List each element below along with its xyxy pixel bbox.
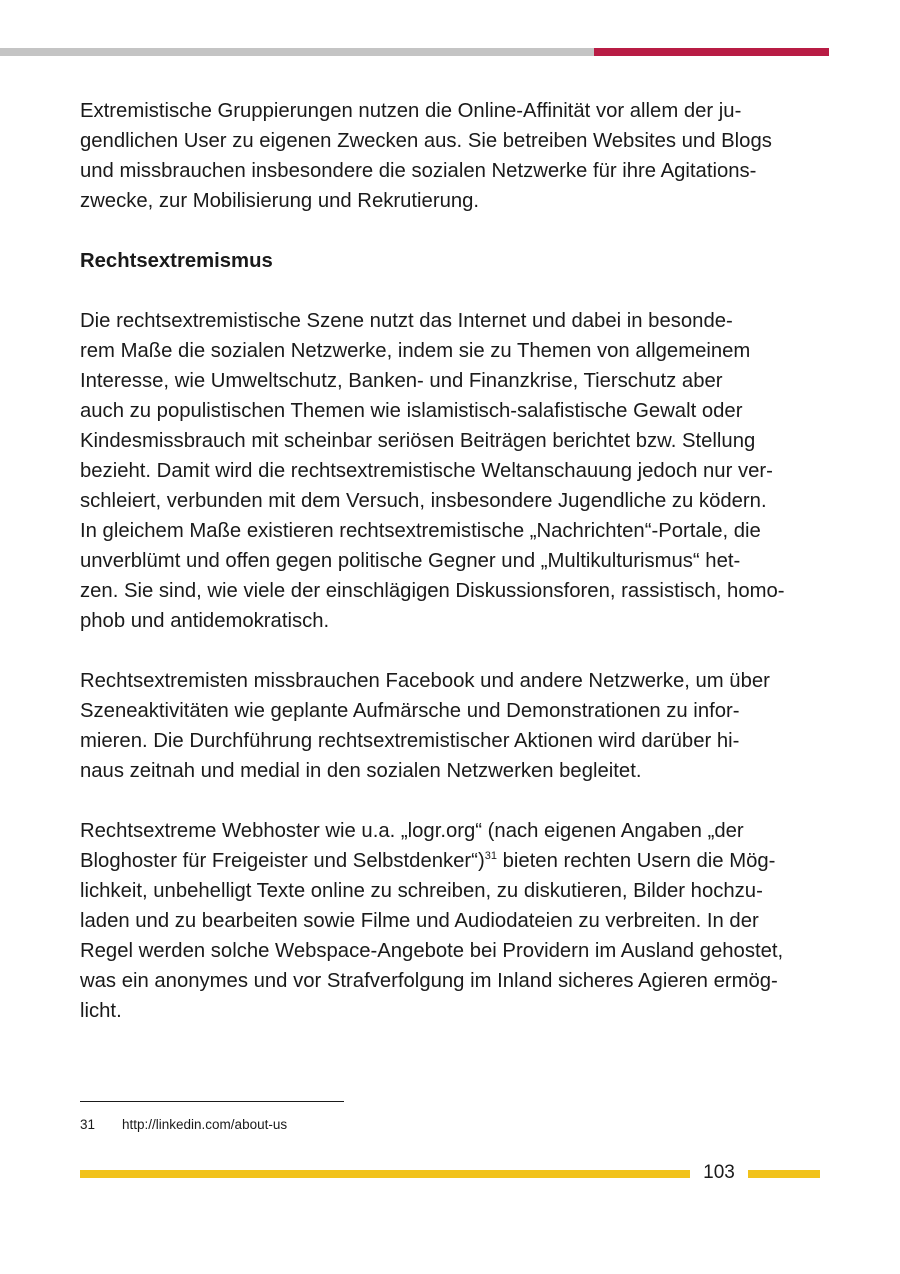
- header-rule-gray: [0, 48, 594, 56]
- footnote: [80, 1116, 287, 1134]
- page-number: 103: [703, 1162, 735, 1183]
- footer-rule-right: [748, 1170, 820, 1178]
- body-paragraph-1: Die rechtsextremistische Szene nutzt das Internet und dabei in besonde- rem Maße die sozialen Netzwerke, indem sie zu Themen von allgemeinem Interesse, wie Umweltschutz, Banken- und Finanzkrise, Tierschutz aber auch zu populistischen Themen wie islamistisch-salafistische Gewalt oder Kindesmissbrauch mit scheinbar seriösen Beiträgen berichtet bzw. Stellung bezieht. Damit wird die rechtsextremistische Weltanschauung jedoch nur ver- schleiert, verbunden mit dem Versuch, insbesondere Jugendliche zu ködern. In gleichem Maße existieren rechtsextremistische „Nachrichten“-Portale, die unverblümt und offen gegen politische Gegner und „Multikulturismus“ het- zen. Sie sind, wie viele der einschlägigen Diskussionsforen, rassistisch, homo- phob und antidemokratisch.: [80, 310, 785, 632]
- footnote-divider: [80, 1101, 344, 1102]
- body-paragraph-2: Rechtsextremisten missbrauchen Facebook und andere Netzwerke, um über Szeneaktivitäten wie geplante Aufmärsche und Demonstrationen zu infor- mieren. Die Durchführung rechtsextremistischer Aktionen wird darüber hi- naus zeitnah und medial in den sozialen Netzwerken begleitet.: [80, 670, 770, 782]
- footnote-number: 31: [80, 1117, 96, 1132]
- header-rule-accent: [594, 48, 829, 56]
- paragraph-text-end: bieten rechten Usern die Mög- lichkeit, unbehelligt Texte online zu schreiben, zu diskutieren, Bilder hochzu- laden und zu bearbeiten sowie Filme und Audiodateien zu verbreiten. In der Regel werden solche Webspace-Angebote bei Providern im Ausland gehostet, was ein anonymes und vor Strafverfolgung im Inland sicheres Agieren ermög- licht.: [80, 850, 784, 1022]
- footer-rule-left: [80, 1170, 690, 1178]
- footnote-link[interactable]: http://linkedin.com/about-us: [122, 1117, 288, 1132]
- page-body: [80, 96, 840, 1056]
- footnote-reference[interactable]: 31: [484, 850, 497, 862]
- intro-paragraph: Extremistische Gruppierungen nutzen die Online-Affinität vor allem der ju- gendlichen User zu eigenen Zwecken aus. Sie betreiben Websites und Blogs und missbrauchen insbesondere die sozialen Netzwerke für ihre Agitations- zwecke, zur Mobilisierung und Rekrutierung.: [80, 100, 772, 212]
- body-paragraph-3: [80, 816, 840, 1026]
- section-heading: Rechtsextremismus: [80, 250, 273, 272]
- paragraph-text-start: Rechtsextreme Webhoster wie u.a. „logr.org“ (nach eigenen Angaben „der Bloghoster für Freigeister und Selbstdenker“): [80, 820, 744, 872]
